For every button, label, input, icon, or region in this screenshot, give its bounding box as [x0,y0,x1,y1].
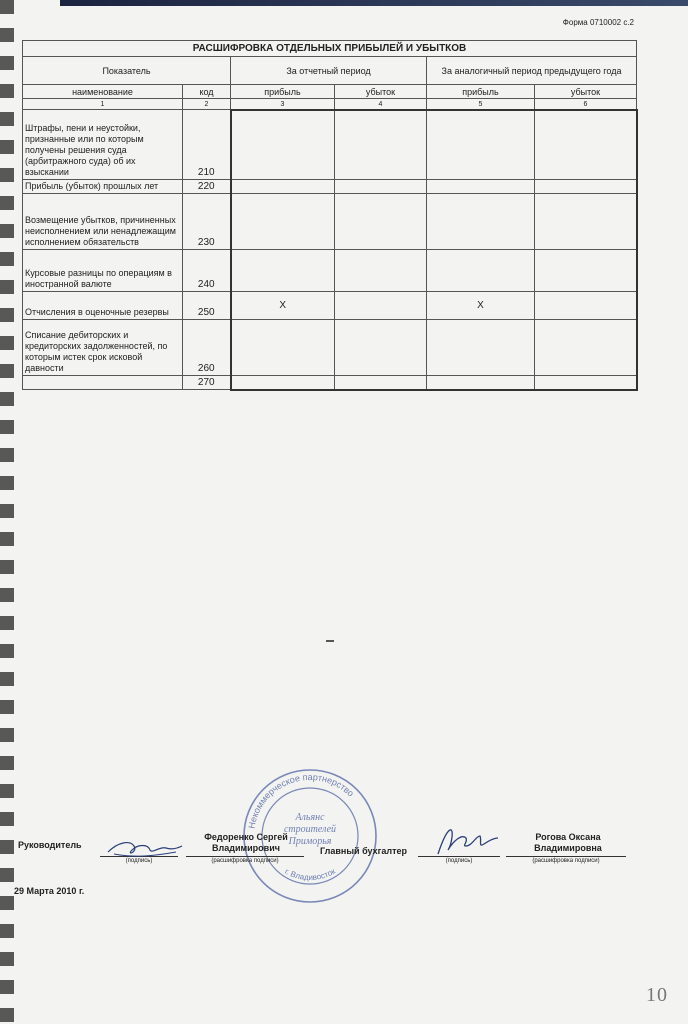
row-code: 260 [183,320,231,376]
stray-mark [326,640,334,642]
row-code: 240 [183,250,231,292]
row-value: X [427,292,535,320]
head-name: Федоренко Сергей Владимирович [204,832,288,853]
header-profit-current: прибыль [231,85,335,99]
column-number: 3 [231,99,335,110]
stamp-outer-text: Некоммерческое партнерство [246,771,356,830]
form-code: Форма 0710002 с.2 [562,18,634,27]
table-row [23,292,637,320]
row-value [335,110,427,180]
row-value [427,180,535,194]
row-value [231,180,335,194]
header-profit-previous: прибыль [427,85,535,99]
row-code: 210 [183,110,231,180]
row-code: 270 [183,376,231,390]
accountant-decode-line [506,856,626,857]
column-number: 1 [23,99,183,110]
row-value [535,180,637,194]
table-row [23,376,637,390]
row-name: Штрафы, пени и неустойки, признанные или по которым получены решения суда (арбитражного суда) об их взыскании [23,110,183,180]
header-name: наименование [23,85,183,99]
row-code: 230 [183,194,231,250]
row-value [335,376,427,390]
row-value [231,194,335,250]
row-value [535,376,637,390]
row-value [231,376,335,390]
accountant-signature-scribble [432,824,502,860]
stamp-city: г. Владивосток [283,866,337,883]
row-value [335,250,427,292]
row-name: Курсовые разницы по операциям в иностранной валюте [23,250,183,292]
column-number: 5 [427,99,535,110]
table-row [23,250,637,292]
row-value [535,250,637,292]
row-name: Прибыль (убыток) прошлых лет [23,180,183,194]
page-number: 10 [646,984,668,1006]
table-row [23,110,637,180]
column-number: 4 [335,99,427,110]
row-value [335,180,427,194]
row-name: Отчисления в оценочные резервы [23,292,183,320]
column-number: 6 [535,99,637,110]
stamp-inner-text: Альянс строителей Приморья [283,812,337,847]
row-value: X [231,292,335,320]
accountant-label: Главный бухгалтер [320,846,408,856]
row-value [427,320,535,376]
row-value [335,320,427,376]
header-loss-previous: убыток [535,85,637,99]
row-value [535,320,637,376]
row-value [535,194,637,250]
row-value [427,250,535,292]
header-reporting-period: За отчетный период [231,57,427,85]
table-row [23,320,637,376]
table-title: РАСШИФРОВКА ОТДЕЛЬНЫХ ПРИБЫЛЕЙ И УБЫТКОВ [23,41,637,57]
header-code: код [183,85,231,99]
header-previous-period: За аналогичный период предыдущего года [427,57,637,85]
header-loss-current: убыток [335,85,427,99]
row-value [231,110,335,180]
row-code: 220 [183,180,231,194]
row-name: Возмещение убытков, причиненных неисполнением или ненадлежащим исполнением обязательств [23,194,183,250]
row-value [427,376,535,390]
accountant-signature-caption: (подпись) [445,858,473,864]
table-row [23,194,637,250]
top-edge-band [60,0,688,6]
head-label: Руководитель [18,840,82,850]
row-name [23,376,183,390]
accountant-decode-caption: (расшифровка подписи) [532,858,600,864]
row-value [427,194,535,250]
head-decode-line [186,856,304,857]
head-signature-scribble [104,832,184,862]
row-value [427,110,535,180]
table-row [23,180,637,194]
row-value [231,320,335,376]
head-decode-caption: (расшифровка подписи) [211,858,279,864]
accountant-name: Рогова Оксана Владимировна [534,832,602,853]
head-signature-caption: (подпись) [125,858,153,864]
column-number: 2 [183,99,231,110]
row-value [231,250,335,292]
profit-loss-table [22,40,638,391]
row-code: 250 [183,292,231,320]
row-value [335,194,427,250]
row-name: Списание дебиторских и кредиторских задолженностей, по которым истек срок исковой давности [23,320,183,376]
row-value [535,292,637,320]
row-value [535,110,637,180]
row-value [335,292,427,320]
header-indicator: Показатель [23,57,231,85]
document-date: 29 Марта 2010 г. [14,886,85,896]
